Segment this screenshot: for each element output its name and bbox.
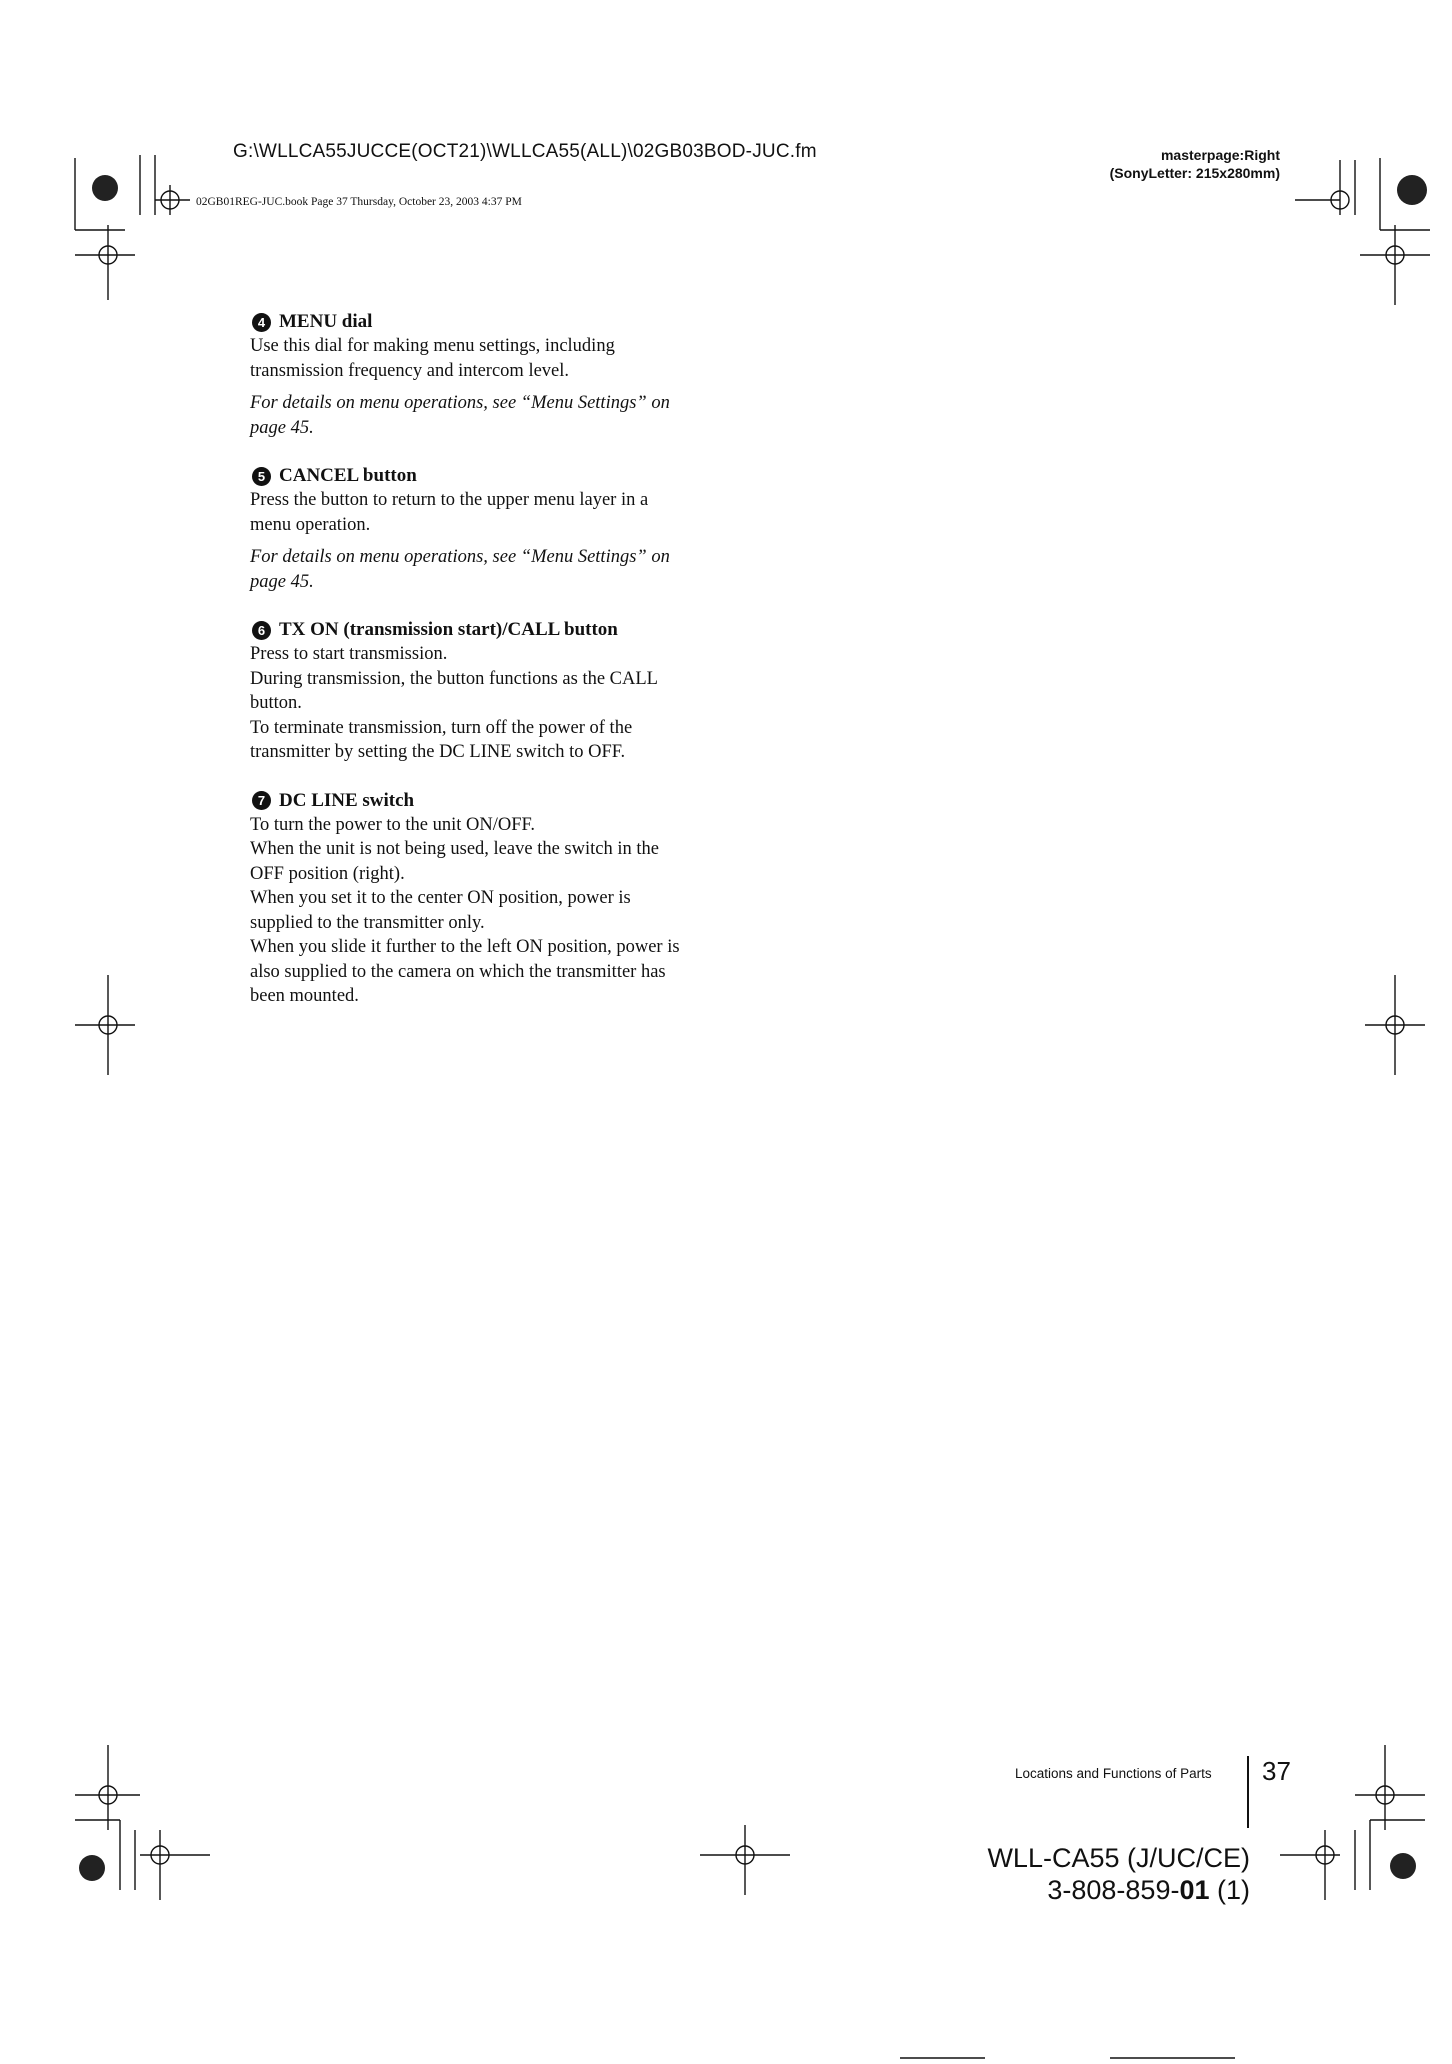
section-title: DC LINE switch [279,789,415,811]
body-line: menu operation. [250,514,371,535]
page-number: 37 [1262,1756,1291,1786]
section-tx-on-call-button [250,618,740,765]
masterpage-label [1110,146,1280,182]
body-line: button. [250,693,302,713]
body-line: also supplied to the camera on which the transmitter has [250,961,666,982]
part-number-prefix: 3-808-859- [1047,1875,1180,1905]
body-line: When you set it to the center ON position, power is [250,888,631,908]
body-line: To turn the power to the unit ON/OFF. [250,814,535,835]
body-line: transmitter by setting the DC LINE switch to OFF. [250,742,626,762]
note-line: For details on menu operations, see “Menu Settings” on [250,547,670,567]
item-number-badge: 4 [252,313,271,332]
body-line: transmission frequency and intercom level. [250,360,570,381]
section-title: CANCEL button [279,465,417,486]
section-cancel-button [250,464,740,594]
model-info [987,1842,1250,1906]
part-number-bold: 01 [1179,1875,1210,1905]
body-line: been mounted. [250,986,359,1006]
section-heading [250,310,740,334]
part-number-suffix: (1) [1209,1875,1250,1905]
body-line: OFF position (right). [250,863,405,884]
section-menu-dial [250,310,740,440]
reference-note [250,545,740,594]
body-line: supplied to the transmitter only. [250,912,485,933]
section-heading [250,618,740,642]
body-line: Press to start transmission. [250,644,448,664]
reference-note [250,391,740,440]
body-line: To terminate transmission, turn off the power of the [250,717,633,738]
item-number-badge: 6 [252,621,271,640]
note-line: page 45. [250,571,314,592]
section-dc-line-switch [250,789,740,1009]
footer-section-title: Locations and Functions of Parts [1015,1766,1212,1781]
note-line: page 45. [250,417,314,438]
item-number-badge: 7 [252,791,271,810]
item-number-badge: 5 [252,467,271,486]
section-title: TX ON (transmission start)/CALL button [279,619,618,640]
parts-description [250,310,740,1033]
section-heading [250,464,740,488]
paper-size: (SonyLetter: 215x280mm) [1109,165,1280,181]
section-title: MENU dial [279,311,373,332]
page-divider [1247,1756,1249,1828]
masterpage-name: masterpage:Right [1160,147,1280,163]
body-line: During transmission, the button functions as the CALL [250,668,658,689]
body-line: When the unit is not being used, leave the switch in the [250,839,659,859]
book-info-line: 02GB01REG-JUC.book Page 37 Thursday, October 23, 2003 4:37 PM [196,196,522,208]
file-path: G:\WLLCA55JUCCE(OCT21)\WLLCA55(ALL)\02GB03BOD-JUC.fm [233,141,817,162]
section-heading [250,789,740,813]
note-line: For details on menu operations, see “Menu Settings” on [250,393,670,413]
model-name: WLL-CA55 (J/UC/CE) [987,1843,1250,1873]
body-line: When you slide it further to the left ON position, power is [250,937,680,957]
part-number [987,1874,1250,1906]
body-line: Use this dial for making menu settings, including [250,336,615,356]
body-line: Press the button to return to the upper menu layer in a [250,490,649,510]
